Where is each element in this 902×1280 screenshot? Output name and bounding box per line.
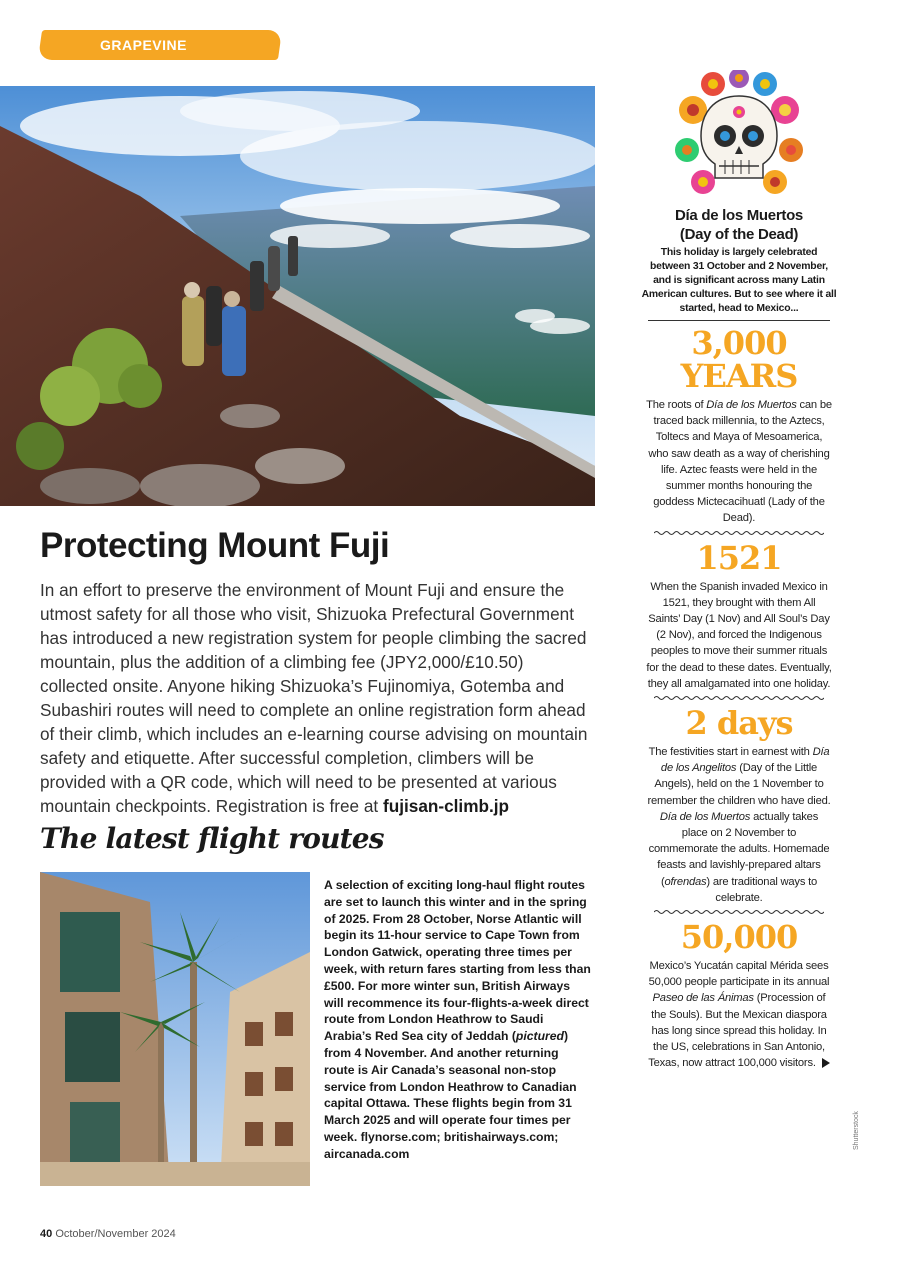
continue-arrow-icon bbox=[822, 1058, 830, 1068]
flights-heading: The latest flight routes bbox=[40, 822, 384, 855]
stat-text-italic: Día de los Muertos bbox=[659, 810, 751, 823]
sidebar-title-line1: Día de los Muertos bbox=[675, 207, 803, 224]
stat-unit: YEARS bbox=[680, 357, 798, 395]
mount-fuji-hikers-illustration bbox=[0, 86, 595, 506]
issue-date: October/November 2024 bbox=[55, 1228, 176, 1240]
stat-text-italic: ofrendas bbox=[664, 875, 707, 888]
stat-text-part: Mexico’s Yucatán capital Mérida sees 50,000 people participate in its annual bbox=[648, 960, 830, 989]
day-of-the-dead-sidebar bbox=[640, 70, 838, 1072]
stat-3000-years bbox=[640, 324, 838, 395]
stat-50000-text bbox=[646, 958, 832, 1071]
stat-text-part: can be traced back millennia, to the Aztecs, Toltecs and Maya of Mesoamerica, who saw death as a way of cherishing life. Aztec feasts were held in the summer months honouring the goddess Mictecacihuatl (Lady of the Dead). bbox=[648, 399, 832, 525]
flights-body bbox=[324, 877, 592, 1163]
stat-2-days-text bbox=[646, 744, 832, 906]
page-number: 40 bbox=[40, 1228, 53, 1240]
wavy-divider bbox=[654, 530, 824, 536]
article-body bbox=[40, 578, 596, 818]
jeddah-photo bbox=[40, 872, 310, 1186]
stat-2-days: 2 days bbox=[685, 704, 793, 743]
photo-credit: Shutterstock bbox=[853, 1111, 860, 1150]
stat-1521: 1521 bbox=[696, 538, 782, 577]
wavy-divider bbox=[654, 909, 824, 915]
mount-fuji-photo bbox=[0, 86, 595, 506]
jeddah-street-illustration bbox=[40, 872, 310, 1186]
stat-text-part: The roots of bbox=[646, 399, 707, 411]
stat-text-part: actually takes place on 2 November to commemorate the adults. Homemade feasts and lavishly-prepared altars ( bbox=[648, 810, 830, 888]
stat-text-part: The festivities start in earnest with bbox=[648, 746, 813, 759]
flights-text-a: A selection of exciting long-haul flight routes are set to launch this winter and in the spring of 2025. From 28 October, Norse Atlantic will begin its 11-hour service to Cape Town from London Gatwick, operating three times per week, with return fares starting from less than £500. For more winter sun, British Airways will recommence its four-flights-a-week direct route from London Heathrow to Saudi Arabia’s Red Sea city of Jeddah ( bbox=[324, 878, 591, 1044]
flights-links[interactable]: flynorse.com; britishairways.com; aircanada.com bbox=[324, 1129, 559, 1161]
stat-text-part: ) are traditional ways to celebrate. bbox=[706, 875, 818, 904]
flights-text-b: ) from 4 November. And another returning route is Air Canada’s seasonal non-stop service from London Heathrow to Canadian capital Ottawa. These flights begin from 31 March 2025 and will operate four times per week. bbox=[324, 1029, 577, 1144]
sidebar-title bbox=[640, 206, 838, 244]
stat-3000-years-text bbox=[646, 397, 832, 527]
page-footer bbox=[40, 1228, 176, 1240]
divider bbox=[648, 320, 830, 321]
registration-link[interactable]: fujisan-climb.jp bbox=[382, 796, 510, 816]
flights-pictured: pictured bbox=[515, 1029, 564, 1044]
sidebar-title-line2: (Day of the Dead) bbox=[679, 226, 799, 243]
stat-text-part: (Day of the Little Angels), held on the 1 November to remember the children who have died. bbox=[647, 762, 831, 807]
stat-text-italic: Paseo de las Ánimas bbox=[652, 992, 754, 1005]
article-body-text: In an effort to preserve the environment of Mount Fuji and ensure the utmost safety for all those who visit, Shizuoka Prefectural Government has introduced a new registration system for people climbing the sacred mountain, plus the addition of a climbing fee (JPY2,000/£10.50) collected onsite. Anyone hiking Shizuoka’s Fujinomiya, Gotemba and Subashiri routes will need to complete an online registration form ahead of their climb, which includes an e-learning course advising on mountain safety and etiquette. After successful completion, climbers will be provided with a QR code, which will need to be presented at various mountain checkpoints. Registration is free at bbox=[40, 580, 588, 816]
stat-text-italic: Día de los Angelitos bbox=[660, 746, 830, 775]
stat-text-italic: Día de los Muertos bbox=[706, 399, 797, 411]
article-headline: Protecting Mount Fuji bbox=[40, 526, 390, 565]
stat-50000: 50,000 bbox=[680, 918, 798, 957]
stat-text-part: (Procession of the Souls). But the Mexican diaspora has long since spread this holiday. In the US, celebrations in San Antonio, Texas, now attract 100,000 visitors. bbox=[648, 992, 827, 1070]
stat-value: 3,000 bbox=[691, 324, 787, 362]
section-tag-label: GRAPEVINE bbox=[100, 37, 187, 53]
section-tag bbox=[38, 30, 282, 60]
wavy-divider bbox=[654, 695, 824, 701]
sugar-skull-icon bbox=[673, 70, 805, 200]
sidebar-intro: This holiday is largely celebrated between 31 October and 2 November, and is significant across many Latin American cultures. But to see where it all started, head to Mexico... bbox=[641, 247, 837, 314]
stat-1521-text: When the Spanish invaded Mexico in 1521, they brought with them All Saints’ Day (1 Nov) and All Soul’s Day (2 Nov), and forced the Indigenous peoples to move their summer rituals for the dead to these dates. Eventually, they all amalgamated into one holiday. bbox=[646, 580, 832, 690]
